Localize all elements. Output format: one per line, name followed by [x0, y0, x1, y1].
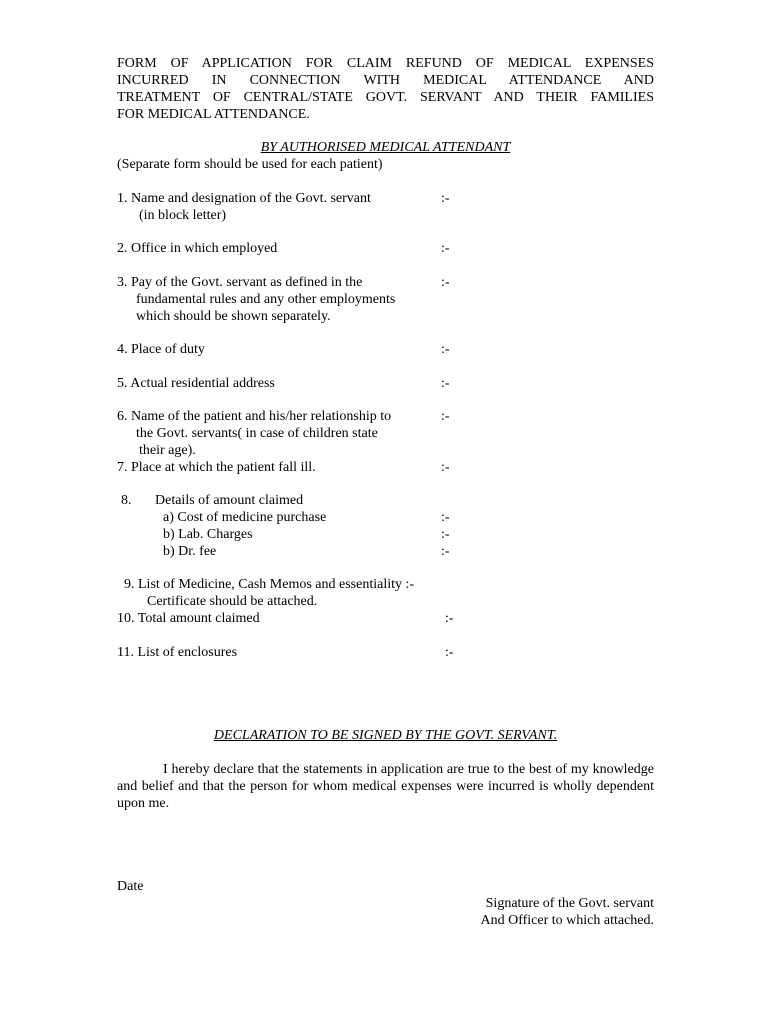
- item-2-colon: :-: [441, 241, 450, 256]
- item-5-colon: :-: [441, 376, 450, 391]
- item-8b-label: b) Lab. Charges: [163, 527, 253, 542]
- item-8a-label: a) Cost of medicine purchase: [163, 510, 327, 525]
- item-8c-label: b) Dr. fee: [163, 544, 217, 559]
- item-9-label: 9. List of Medicine, Cash Memos and essentiality :-: [124, 577, 415, 592]
- item-6-line-2: the Govt. servants( in case of children state: [136, 426, 378, 441]
- item-8c-colon: :-: [441, 544, 450, 559]
- item-10-colon: :-: [445, 611, 454, 626]
- signature-line-1: Signature of the Govt. servant: [485, 896, 654, 911]
- item-5-label: 5. Actual residential address: [117, 376, 275, 391]
- item-8-title: Details of amount claimed: [155, 493, 304, 508]
- declaration-body: I hereby declare that the statements in application are true to the best of my knowledge and belief and that the person for whom medical expenses were incurred is wholly dependent upon me.: [117, 762, 654, 811]
- item-8b-colon: :-: [441, 527, 450, 542]
- header-line-1: FORM OF APPLICATION FOR CLAIM REFUND OF MEDICAL EXPENSES: [117, 56, 654, 71]
- item-6-label: 6. Name of the patient and his/her relationship to: [117, 409, 392, 424]
- header-line-4: FOR MEDICAL ATTENDANCE.: [117, 107, 310, 122]
- item-1-sub: (in block letter): [139, 208, 227, 223]
- form-subtitle: BY AUTHORISED MEDICAL ATTENDANT: [260, 140, 511, 155]
- item-2-label: 2. Office in which employed: [117, 241, 278, 256]
- item-9-line-2: Certificate should be attached.: [147, 594, 318, 609]
- item-8-number: 8.: [121, 493, 132, 508]
- item-3-line-3: which should be shown separately.: [136, 309, 331, 324]
- item-1-colon: :-: [441, 191, 450, 206]
- item-7-colon: :-: [441, 460, 450, 475]
- item-4-label: 4. Place of duty: [117, 342, 205, 357]
- item-6-line-3: their age).: [139, 443, 196, 458]
- item-6-colon: :-: [441, 409, 450, 424]
- item-7-label: 7. Place at which the patient fall ill.: [117, 460, 316, 475]
- item-11-colon: :-: [445, 645, 454, 660]
- signature-line-2: And Officer to which attached.: [480, 913, 654, 928]
- item-11-label: 11. List of enclosures: [117, 645, 238, 660]
- item-3-line-2: fundamental rules and any other employments: [136, 292, 396, 307]
- item-8a-colon: :-: [441, 510, 450, 525]
- header-line-2: INCURRED IN CONNECTION WITH MEDICAL ATTENDANCE AND: [117, 73, 654, 88]
- declaration-title: DECLARATION TO BE SIGNED BY THE GOVT. SERVANT.: [213, 728, 558, 743]
- header-line-3: TREATMENT OF CENTRAL/STATE GOVT. SERVANT AND THEIR FAMILIES: [117, 90, 654, 105]
- item-10-label: 10. Total amount claimed: [117, 611, 260, 626]
- item-3-colon: :-: [441, 275, 450, 290]
- item-4-colon: :-: [441, 342, 450, 357]
- date-label: Date: [117, 879, 144, 894]
- item-3-label: 3. Pay of the Govt. servant as defined in the: [117, 275, 363, 290]
- form-note: (Separate form should be used for each patient): [117, 157, 383, 172]
- item-1-label: 1. Name and designation of the Govt. servant: [117, 191, 371, 206]
